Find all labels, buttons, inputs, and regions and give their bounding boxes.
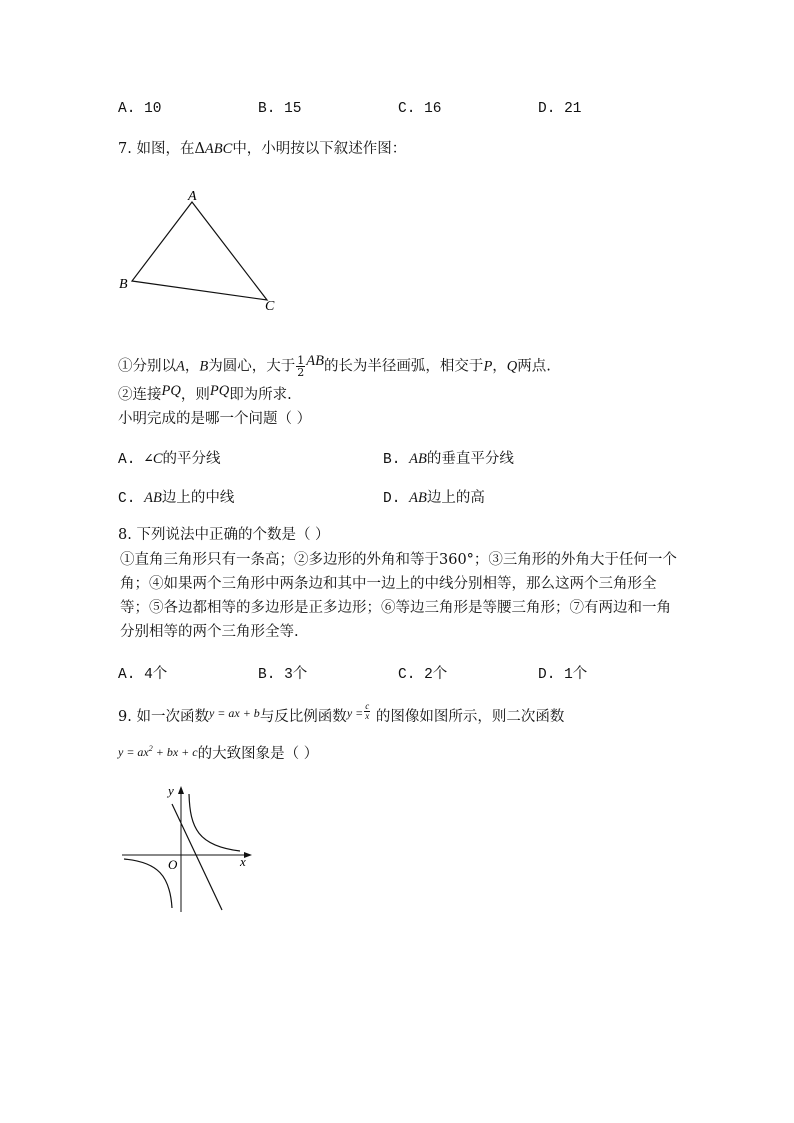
step1-text-e: 两点.: [517, 358, 551, 375]
q7-suffix: 中，小明按以下叙述作图：: [232, 141, 407, 157]
q7-step-2: [118, 384, 292, 406]
step1-var-a: A: [176, 358, 185, 375]
step1-var-b: B: [199, 358, 209, 375]
q9-inverse-fraction: [364, 702, 370, 721]
q7-option-b-text: 的垂直平分线: [426, 451, 514, 467]
q7-option-b: [383, 448, 514, 471]
q7-option-d-label: D.: [383, 491, 410, 507]
q7-option-d-text: 边上的高: [426, 490, 485, 506]
q9-quad-exponent: 2: [148, 744, 153, 753]
half-numerator: 1: [297, 354, 305, 367]
q8-option-d: D. 1个: [538, 667, 588, 683]
q9-quad-rest: + bx + c: [152, 745, 198, 759]
half-denominator: 2: [297, 366, 305, 379]
q7-step-1: [118, 352, 551, 379]
q9-quad-y: y = ax: [118, 745, 149, 759]
step1-comma: ，: [184, 358, 200, 375]
q7-option-c-label: C.: [118, 491, 145, 507]
q7-option-a-label: A. ∠: [118, 452, 153, 468]
q7-option-c-text: 边上的中线: [161, 490, 235, 506]
q9-stem-line-1: [118, 700, 565, 728]
q6-option-b: B. 15: [258, 101, 302, 117]
hyperbola-branch-q3: [124, 859, 172, 908]
q7-stem: [118, 138, 406, 160]
q9-quadratic: [118, 745, 198, 759]
triangle-abc: [132, 202, 267, 300]
q9-text-a: 9. 如一次函数: [118, 709, 209, 725]
y-axis-arrow: [178, 786, 184, 794]
vertex-label-a: A: [188, 189, 197, 204]
step1-text-b: 为圆心，大于: [208, 358, 296, 375]
origin-label: O: [168, 857, 178, 872]
q7-option-c-var: AB: [144, 490, 162, 506]
q6-option-a: A. 10: [118, 101, 162, 117]
q7-question: 小明完成的是哪一个问题（ ）: [118, 411, 312, 427]
q9-function-graph: [118, 780, 258, 920]
q8-option-c: C. 2个: [398, 667, 448, 683]
step1-var-ab: AB: [306, 352, 324, 369]
q7-option-d: [383, 487, 485, 510]
step2-var-pq-2: PQ: [209, 383, 230, 399]
q7-option-b-var: AB: [409, 451, 427, 467]
q8-option-a: A. 4个: [118, 667, 168, 683]
q8-title: 8. 下列说法中正确的个数是（ ）: [118, 527, 330, 543]
linear-function-line: [172, 804, 222, 910]
q7-option-a: [118, 448, 221, 471]
q7-triangle-figure: [110, 180, 300, 320]
step2-text-a: ②连接: [118, 387, 162, 403]
x-axis-label: x: [240, 854, 246, 869]
vertex-label-b: B: [119, 277, 128, 292]
q7-option-b-label: B.: [383, 452, 410, 468]
q7-prefix: 7. 如图，在Δ: [118, 141, 205, 157]
hyperbola-branch-q1: [189, 794, 240, 851]
vertex-label-c: C: [265, 299, 275, 314]
step2-text-c: 即为所求.: [229, 387, 292, 403]
y-axis-label: y: [168, 783, 174, 798]
step1-var-q: Q: [506, 358, 518, 375]
q9-inverse-y: y =: [346, 706, 364, 720]
q9-text-c: 的图像如图所示，则二次函数: [371, 709, 565, 725]
q6-option-d: D. 21: [538, 101, 582, 117]
step1-var-p: P: [483, 358, 493, 375]
q6-option-c: C. 16: [398, 101, 442, 117]
q7-triangle-name: ABC: [204, 141, 233, 157]
q8-option-b: B. 3个: [258, 667, 308, 683]
q9-linear-function: y = ax + b: [208, 706, 260, 720]
step2-text-b: ，则: [180, 387, 210, 403]
q9-inverse-numerator: c: [365, 700, 370, 711]
q9-stem-line-2: [118, 740, 318, 765]
step1-text-c: 的长为半径画弧，相交于: [323, 358, 484, 375]
q9-text-b: 与反比例函数: [259, 709, 347, 725]
step2-var-pq: PQ: [161, 383, 181, 399]
q7-option-a-var: C: [152, 451, 163, 467]
q8-body: ①直角三角形只有一条高；②多边形的外角和等于360°；③三角形的外角大于任何一个角；④如果两个三角形中两条边和其中一边上的中线分别相等，那么这两个三角形全等；⑤各边都相等的多边形是正多边形；⑥等边三角形是等腰三角形；⑦有两边和一角分别相等的两个三角形全等.: [120, 552, 677, 640]
step1-text-a: ①分别以: [118, 358, 176, 375]
step1-text-d: ，: [492, 358, 507, 375]
half-fraction: [296, 355, 305, 378]
q9-text-d: 的大致图象是（ ）: [197, 746, 319, 762]
q7-option-a-text: 的平分线: [162, 451, 221, 467]
q9-inverse-denominator: x: [365, 710, 370, 721]
q7-option-c: [118, 487, 234, 510]
q7-option-d-var: AB: [409, 490, 427, 506]
